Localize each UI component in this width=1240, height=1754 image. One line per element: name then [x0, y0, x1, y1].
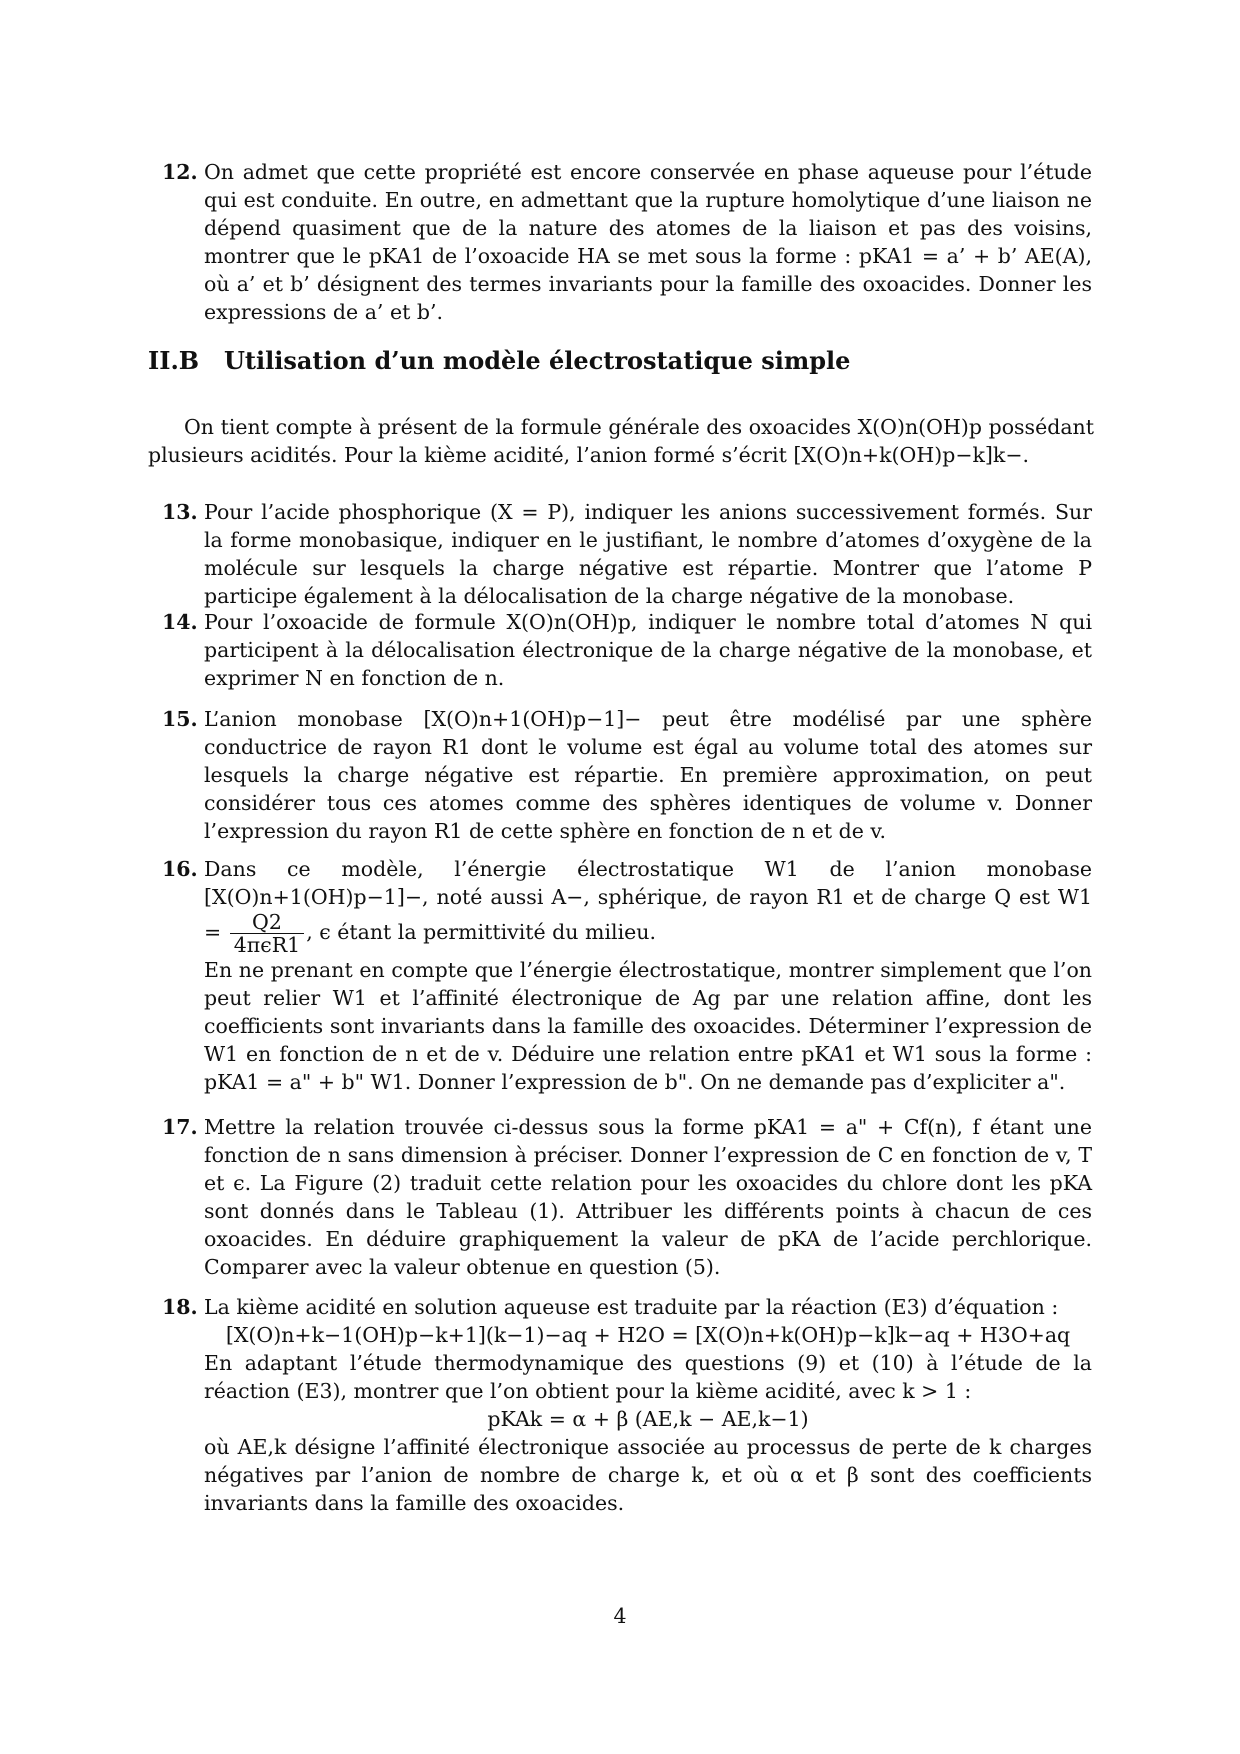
page-number: 4 [613, 1604, 627, 1628]
intro-paragraph [148, 413, 1094, 469]
question-text-part-a: Dans ce modèle, l’énergie électrostatique W1 de l’anion monobase [X(O)n+1(OH)p−1]−, noté aussi A−, sphérique, de rayon R1 et de charge Q est W1 = [204, 857, 1092, 944]
pka-equation: pKAk = α + β (AE,k − AE,k−1) [487, 1407, 809, 1431]
question-number: 18. [162, 1295, 198, 1319]
question-number: 17. [162, 1115, 198, 1139]
question-15 [162, 705, 1092, 845]
question-number: 13. [162, 500, 198, 524]
question-text: Pour l’acide phosphorique (X = P), indiquer les anions successivement formés. Sur la forme monobasique, indiquer en le justifiant, le nombre d’atomes d’oxygène de la molécule sur lesquels la charge négative est répartie. Montrer que l’atome P participe également à la délocalisation de la charge négative de la monobase. [204, 500, 1092, 608]
fraction-numerator: Q2 [230, 911, 304, 934]
question-number: 15. [162, 707, 198, 731]
question-12 [162, 158, 1092, 326]
section-title: Utilisation d’un modèle électrostatique simple [224, 346, 851, 375]
question-number: 14. [162, 610, 198, 634]
question-text: L’anion monobase [X(O)n+1(OH)p−1]− peut être modélisé par une sphère conductrice de rayon R1 dont le volume est égal au volume total des atomes sur lesquels la charge négative est répartie. En première approximation, on peut considérer tous ces atomes comme des sphères identiques de volume v. Donner l’expression du rayon R1 de cette sphère en fonction de n et de v. [204, 707, 1092, 843]
question-text-part-c: En ne prenant en compte que l’énergie électrostatique, montrer simplement que l’on peut relier W1 et l’affinité électronique de Ag par une relation affine, dont les coefficients sont invariants dans la famille des oxoacides. Déterminer l’expression de W1 en fonction de n et de v. Déduire une relation entre pKA1 et W1 sous la forme : pKA1 = a" + b" W1. Donner l’expression de b". On ne demande pas d’expliciter a". [204, 958, 1092, 1094]
question-text: Mettre la relation trouvée ci-dessus sous la forme pKA1 = a" + Cf(n), f étant une fonction de n sans dimension à préciser. Donner l’expression de C en fonction de v, T et ϵ. La Figure (2) traduit cette relation pour les oxoacides du chlore dont les pKA sont donnés dans le Tableau (1). Attribuer les différents points à chacun de ces oxoacides. En déduire graphiquement la valeur de pKA de l’acide perchlorique. Comparer avec la valeur obtenue en question (5). [204, 1115, 1092, 1279]
section-heading [148, 346, 850, 375]
question-18 [162, 1293, 1092, 1517]
question-13 [162, 498, 1092, 610]
intro-text: On tient compte à présent de la formule générale des oxoacides X(O)n(OH)p possédant plusieurs acidités. Pour la kième acidité, l’anion formé s’écrit [X(O)n+k(OH)p−k]k−. [148, 415, 1094, 467]
question-text: Pour l’oxoacide de formule X(O)n(OH)p, indiquer le nombre total d’atomes N qui participent à la délocalisation électronique de la charge négative de la monobase, et exprimer N en fonction de n. [204, 610, 1092, 690]
question-text-part-a: La kième acidité en solution aqueuse est traduite par la réaction (E3) d’équation : [204, 1295, 1059, 1319]
question-16 [162, 855, 1092, 1096]
question-number: 12. [162, 160, 198, 184]
question-text-part-b: , ϵ étant la permittivité du milieu. [306, 920, 656, 944]
question-text-part-b: En adaptant l’étude thermodynamique des questions (9) et (10) à l’étude de la réaction (E3), montrer que l’on obtient pour la kième acidité, avec k > 1 : [204, 1351, 1092, 1403]
fraction-denominator: 4πϵR1 [233, 933, 301, 957]
question-17 [162, 1113, 1092, 1281]
reaction-equation: [X(O)n+k−1(OH)p−k+1](k−1)−aq + H2O = [X(O)n+k(OH)p−k]k−aq + H3O+aq [225, 1323, 1071, 1347]
section-number: II.B [148, 346, 200, 375]
question-text-part-c: où AE,k désigne l’affinité électronique associée au processus de perte de k charges négatives par l’anion de nombre de charge k, et où α et β sont des coefficients invariants dans la famille des oxoacides. [204, 1435, 1092, 1515]
question-text: On admet que cette propriété est encore conservée en phase aqueuse pour l’étude qui est conduite. En outre, en admettant que la rupture homolytique d’une liaison ne dépend quasiment que de la nature des atomes de la liaison et pas des voisins, montrer que le pKA1 de l’oxoacide HA se met sous la forme : pKA1 = a’ + b’ AE(A), où a’ et b’ désignent des termes invariants pour la famille des oxoacides. Donner les expressions de a’ et b’. [204, 160, 1092, 324]
energy-fraction [230, 911, 304, 956]
question-14 [162, 608, 1092, 692]
question-number: 16. [162, 857, 198, 881]
question-text [204, 855, 1092, 956]
